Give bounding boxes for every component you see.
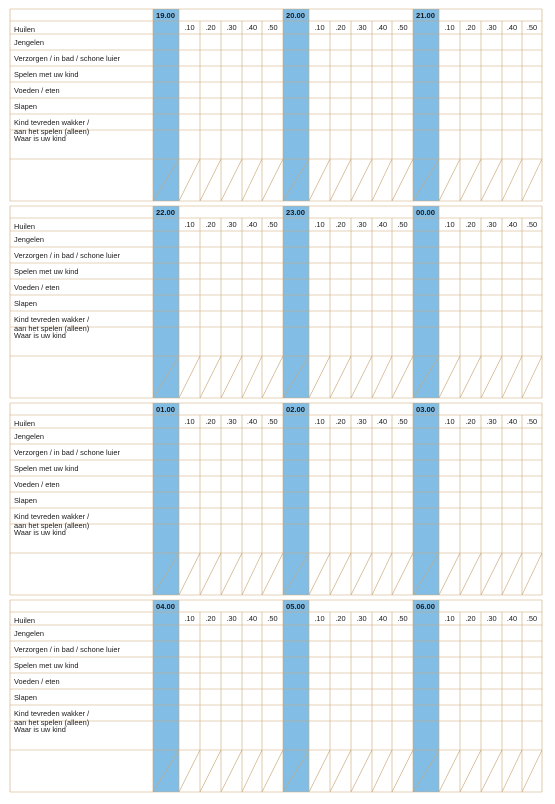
- row-label: Waar is uw kind: [14, 134, 66, 143]
- minute-label: .50: [526, 417, 538, 426]
- minute-label: .20: [335, 220, 346, 229]
- minute-label: .10: [444, 614, 455, 623]
- diagonal-line: [309, 159, 330, 201]
- diagonal-line: [179, 750, 200, 792]
- row-label: Slapen: [14, 496, 38, 505]
- minute-label: .10: [314, 417, 325, 426]
- hour-label: 06.00: [416, 602, 436, 611]
- diagonal-line: [262, 356, 283, 398]
- minute-label: .30: [226, 23, 237, 32]
- hour-column-fill: [283, 9, 309, 201]
- diagonal-line: [179, 356, 200, 398]
- hour-label: 04.00: [156, 602, 176, 611]
- minute-label: .20: [465, 417, 476, 426]
- diagonal-line: [460, 750, 481, 792]
- hour-column-fill: [413, 600, 439, 792]
- minute-label: .30: [226, 614, 237, 623]
- minute-label: .40: [246, 417, 258, 426]
- row-label: Verzorgen / in bad / schone luier: [14, 251, 120, 260]
- diagonal-line: [200, 750, 221, 792]
- diagonal-line: [502, 553, 522, 595]
- row-label: Waar is uw kind: [14, 528, 66, 537]
- minute-label: .10: [444, 417, 455, 426]
- diagonal-line: [179, 553, 200, 595]
- row-label: Spelen met uw kind: [14, 70, 79, 79]
- hour-label: 23.00: [286, 208, 306, 217]
- diagonal-line: [392, 553, 413, 595]
- minute-label: .10: [444, 220, 455, 229]
- minute-label: .50: [526, 614, 538, 623]
- time-block: [10, 403, 542, 595]
- diagonal-line: [481, 356, 502, 398]
- diagonal-line: [522, 159, 542, 201]
- row-label: Kind tevreden wakker / aan het spelen (alleen): [14, 512, 90, 530]
- time-block: [10, 206, 542, 398]
- minute-label: .20: [335, 614, 346, 623]
- diagonal-line: [481, 553, 502, 595]
- minute-label: .50: [526, 220, 538, 229]
- diagonal-line: [200, 356, 221, 398]
- hour-column-fill: [283, 600, 309, 792]
- minute-label: .30: [486, 614, 497, 623]
- minute-label: .20: [335, 417, 346, 426]
- diagonal-line: [309, 553, 330, 595]
- minute-label: .30: [226, 220, 237, 229]
- row-label: Voeden / eten: [14, 86, 60, 95]
- diagonal-line: [392, 750, 413, 792]
- row-label: Waar is uw kind: [14, 331, 66, 340]
- diagonal-line: [221, 356, 242, 398]
- row-label: Voeden / eten: [14, 283, 60, 292]
- row-label: Jengelen: [14, 38, 44, 47]
- minute-label: .50: [267, 614, 278, 623]
- row-label: Slapen: [14, 102, 38, 111]
- row-label: Verzorgen / in bad / schone luier: [14, 54, 120, 63]
- minute-label: .40: [376, 220, 388, 229]
- hour-label: 19.00: [156, 11, 176, 20]
- diagonal-line: [242, 750, 262, 792]
- diagonal-line: [351, 553, 372, 595]
- minute-label: .40: [506, 417, 518, 426]
- hour-label: 21.00: [416, 11, 436, 20]
- diagonal-line: [330, 159, 351, 201]
- minute-label: .50: [526, 23, 538, 32]
- row-label: Huilen: [14, 222, 35, 231]
- diagonal-line: [221, 159, 242, 201]
- minute-label: .20: [465, 23, 476, 32]
- diagonal-line: [522, 750, 542, 792]
- diagonal-line: [481, 750, 502, 792]
- hour-column-fill: [153, 206, 179, 398]
- minute-label: .40: [246, 614, 258, 623]
- diagonal-line: [242, 553, 262, 595]
- hour-label: 05.00: [286, 602, 306, 611]
- diagonal-line: [351, 356, 372, 398]
- diagonal-line: [200, 159, 221, 201]
- row-label: Voeden / eten: [14, 677, 60, 686]
- row-label: Huilen: [14, 419, 35, 428]
- minute-label: .30: [486, 23, 497, 32]
- row-label: Huilen: [14, 25, 35, 34]
- diagonal-line: [439, 356, 460, 398]
- diagonal-line: [200, 553, 221, 595]
- diagonal-line: [372, 750, 392, 792]
- minute-label: .40: [376, 417, 388, 426]
- hour-column-fill: [413, 206, 439, 398]
- minute-label: .20: [465, 614, 476, 623]
- diagonal-line: [372, 553, 392, 595]
- minute-label: .50: [397, 417, 408, 426]
- minute-label: .30: [356, 417, 367, 426]
- minute-label: .30: [486, 417, 497, 426]
- minute-label: .50: [397, 614, 408, 623]
- hour-label: 02.00: [286, 405, 306, 414]
- row-label: Kind tevreden wakker / aan het spelen (alleen): [14, 709, 90, 727]
- minute-label: .20: [205, 614, 216, 623]
- row-label: Spelen met uw kind: [14, 464, 79, 473]
- minute-label: .30: [486, 220, 497, 229]
- row-label: Waar is uw kind: [14, 725, 66, 734]
- hour-column-fill: [153, 600, 179, 792]
- minute-label: .50: [397, 220, 408, 229]
- row-label: Voeden / eten: [14, 480, 60, 489]
- minute-label: .20: [205, 220, 216, 229]
- diagonal-line: [221, 750, 242, 792]
- hour-label: 01.00: [156, 405, 176, 414]
- diagonal-line: [351, 750, 372, 792]
- hour-column-fill: [153, 403, 179, 595]
- diagonal-line: [502, 750, 522, 792]
- minute-label: .10: [314, 23, 325, 32]
- minute-label: .20: [205, 23, 216, 32]
- diagonal-line: [330, 356, 351, 398]
- row-label: Kind tevreden wakker / aan het spelen (alleen): [14, 118, 90, 136]
- diagonal-line: [309, 750, 330, 792]
- hour-label: 00.00: [416, 208, 436, 217]
- minute-label: .10: [184, 220, 195, 229]
- minute-label: .20: [465, 220, 476, 229]
- row-label: Slapen: [14, 693, 38, 702]
- diagonal-line: [351, 159, 372, 201]
- minute-label: .50: [397, 23, 408, 32]
- row-label: Jengelen: [14, 629, 44, 638]
- hour-column-fill: [283, 206, 309, 398]
- minute-label: .20: [205, 417, 216, 426]
- hour-column-fill: [283, 403, 309, 595]
- minute-label: .10: [184, 417, 195, 426]
- row-label: Verzorgen / in bad / schone luier: [14, 645, 120, 654]
- diagonal-line: [460, 159, 481, 201]
- minute-label: .30: [356, 220, 367, 229]
- minute-label: .10: [444, 23, 455, 32]
- minute-label: .40: [246, 23, 258, 32]
- diagonal-line: [522, 553, 542, 595]
- diagonal-line: [392, 356, 413, 398]
- minute-label: .40: [506, 614, 518, 623]
- time-block: [10, 9, 542, 201]
- diagonal-line: [330, 553, 351, 595]
- diagonal-line: [460, 356, 481, 398]
- row-label: Slapen: [14, 299, 38, 308]
- minute-label: .40: [506, 23, 518, 32]
- minute-label: .40: [506, 220, 518, 229]
- minute-label: .30: [356, 23, 367, 32]
- diagonal-line: [439, 553, 460, 595]
- diagonal-line: [309, 356, 330, 398]
- hour-label: 03.00: [416, 405, 436, 414]
- minute-label: .10: [314, 614, 325, 623]
- hour-column-fill: [413, 403, 439, 595]
- row-label: Jengelen: [14, 432, 44, 441]
- diagonal-line: [242, 356, 262, 398]
- diagonal-line: [221, 553, 242, 595]
- row-label: Kind tevreden wakker / aan het spelen (alleen): [14, 315, 90, 333]
- minute-label: .10: [314, 220, 325, 229]
- row-label: Spelen met uw kind: [14, 267, 79, 276]
- diagonal-line: [502, 159, 522, 201]
- diagonal-line: [262, 159, 283, 201]
- diagonal-line: [460, 553, 481, 595]
- hour-label: 20.00: [286, 11, 306, 20]
- minute-label: .40: [246, 220, 258, 229]
- diagonal-line: [242, 159, 262, 201]
- diagonal-line: [392, 159, 413, 201]
- diagonal-line: [330, 750, 351, 792]
- diagonal-line: [262, 750, 283, 792]
- row-label: Jengelen: [14, 235, 44, 244]
- diagonal-line: [262, 553, 283, 595]
- minute-label: .50: [267, 220, 278, 229]
- minute-label: .40: [376, 614, 388, 623]
- minute-label: .50: [267, 417, 278, 426]
- row-label: Huilen: [14, 616, 35, 625]
- minute-label: .40: [376, 23, 388, 32]
- minute-label: .20: [335, 23, 346, 32]
- diagonal-line: [372, 356, 392, 398]
- diagonal-line: [481, 159, 502, 201]
- diagonal-line: [439, 750, 460, 792]
- diagonal-line: [179, 159, 200, 201]
- diagonal-line: [372, 159, 392, 201]
- hour-label: 22.00: [156, 208, 176, 217]
- diagonal-line: [522, 356, 542, 398]
- time-block: [10, 600, 542, 792]
- row-label: Verzorgen / in bad / schone luier: [14, 448, 120, 457]
- minute-label: .10: [184, 614, 195, 623]
- hour-column-fill: [153, 9, 179, 201]
- minute-label: .50: [267, 23, 278, 32]
- diagonal-line: [439, 159, 460, 201]
- diagonal-line: [502, 356, 522, 398]
- minute-label: .10: [184, 23, 195, 32]
- minute-label: .30: [226, 417, 237, 426]
- minute-label: .30: [356, 614, 367, 623]
- row-label: Spelen met uw kind: [14, 661, 79, 670]
- hour-column-fill: [413, 9, 439, 201]
